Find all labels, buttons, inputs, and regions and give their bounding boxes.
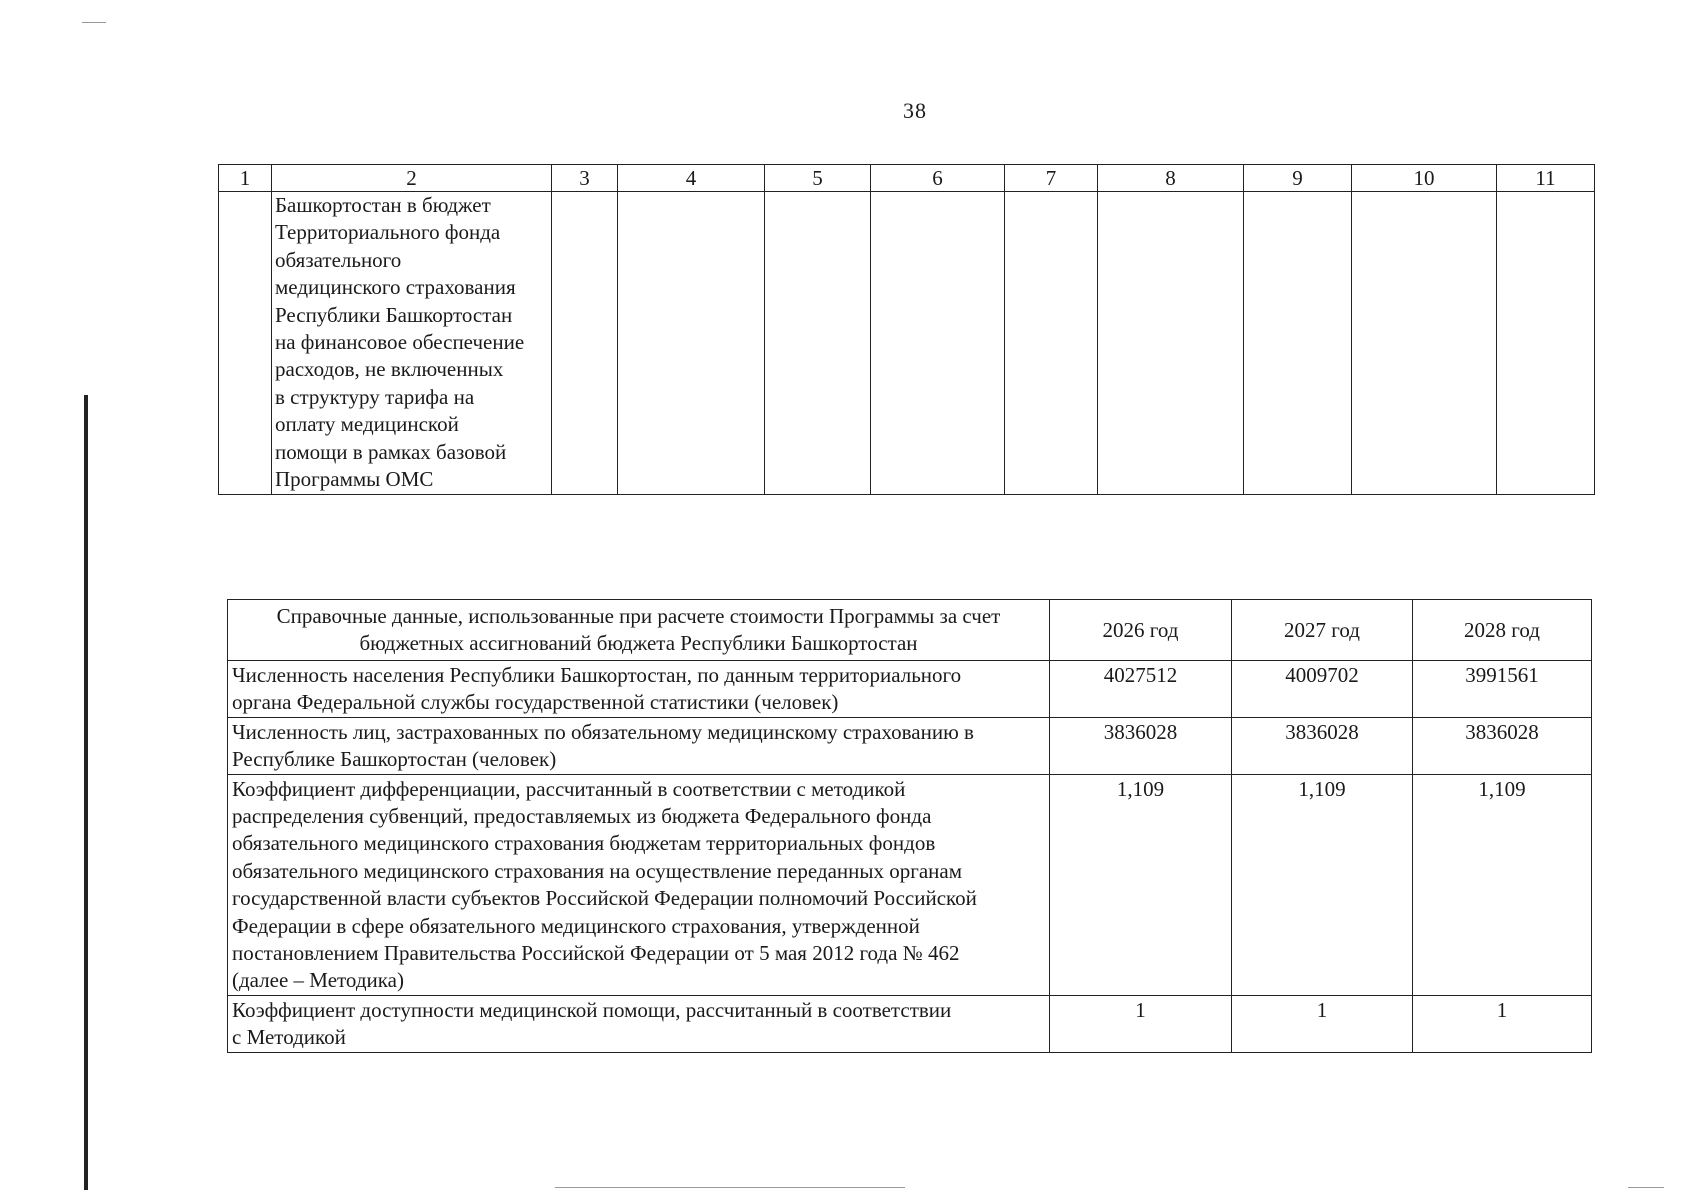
value-cell: 1 <box>1413 995 1592 1052</box>
table-row <box>228 661 1592 718</box>
value-cell: 1 <box>1050 995 1232 1052</box>
column-number: 4 <box>618 165 765 192</box>
table-row <box>228 774 1592 995</box>
column-number: 8 <box>1098 165 1244 192</box>
text-line: в структуру тарифа на <box>275 384 475 409</box>
header-row <box>228 600 1592 661</box>
column-number: 6 <box>871 165 1005 192</box>
column-number: 1 <box>219 165 272 192</box>
row-label <box>228 995 1050 1052</box>
text-line: помощи в рамках базовой <box>275 439 507 464</box>
table-cell <box>871 192 1005 495</box>
reference-data-table <box>227 599 1592 1053</box>
value-cell: 4009702 <box>1232 661 1413 718</box>
continuation-table <box>218 164 1595 495</box>
row-label <box>228 717 1050 774</box>
text-line: бюджетных ассигнований бюджета Республики Башкортостан <box>359 631 918 655</box>
text-line: оплату медицинской <box>275 412 459 437</box>
value-cell: 1,109 <box>1232 774 1413 995</box>
text-line: Республики Башкортостан <box>275 302 513 327</box>
text-line: с Методикой <box>232 1025 346 1050</box>
text-line: Численность населения Республики Башкортостан, по данным территориального <box>232 663 962 687</box>
text-line: обязательного медицинского страхования на осуществление переданных органам <box>232 858 963 883</box>
text-line: расходов, не включенных <box>275 357 504 382</box>
table-cell <box>765 192 871 495</box>
text-line: Справочные данные, использованные при расчете стоимости Программы за счет <box>276 604 1001 628</box>
table-cell <box>219 192 272 495</box>
row-label <box>228 661 1050 718</box>
text-line: Программы ОМС <box>275 467 434 492</box>
text-line: государственной власти субъектов Российской Федерации полномочий Российской <box>232 886 977 911</box>
column-number: 11 <box>1497 165 1595 192</box>
value-cell: 3836028 <box>1232 717 1413 774</box>
row-label <box>228 774 1050 995</box>
column-number: 9 <box>1244 165 1352 192</box>
text-line: распределения субвенций, предоставляемых из бюджета Федерального фонда <box>232 804 932 829</box>
text-line: Республике Башкортостан (человек) <box>232 747 557 772</box>
value-cell: 3836028 <box>1413 717 1592 774</box>
table-row <box>219 192 1595 495</box>
table-cell <box>1352 192 1497 495</box>
value-cell: 1 <box>1232 995 1413 1052</box>
table-cell <box>1098 192 1244 495</box>
text-line: органа Федеральной службы государственной статистики (человек) <box>232 690 839 715</box>
table-row <box>228 717 1592 774</box>
column-number: 10 <box>1352 165 1497 192</box>
text-line: (далее – Методика) <box>232 968 404 993</box>
scan-artifact <box>1628 1187 1664 1188</box>
text-line: Башкортостан в бюджет <box>275 193 491 217</box>
value-cell: 1,109 <box>1050 774 1232 995</box>
text-line: Численность лиц, застрахованных по обязательному медицинскому страхованию в <box>232 719 974 744</box>
year-header: 2026 год <box>1050 600 1232 661</box>
scan-artifact <box>82 22 106 23</box>
value-cell: 3991561 <box>1413 661 1592 718</box>
year-header: 2027 год <box>1232 600 1413 661</box>
value-cell: 3836028 <box>1050 717 1232 774</box>
column-number: 5 <box>765 165 871 192</box>
column-number-row <box>219 165 1595 192</box>
value-cell: 4027512 <box>1050 661 1232 718</box>
text-line: обязательного медицинского страхования бюджетам территориальных фондов <box>232 831 936 856</box>
table-cell <box>1244 192 1352 495</box>
column-number: 2 <box>272 165 552 192</box>
header-label <box>228 600 1050 661</box>
text-line: обязательного <box>275 247 402 272</box>
text-line: Коэффициент дифференциации, рассчитанный в соответствии с методикой <box>232 776 906 801</box>
text-line: на финансовое обеспечение <box>275 330 525 355</box>
column-number: 7 <box>1005 165 1098 192</box>
table-cell <box>1005 192 1098 495</box>
text-line: Федерации в сфере обязательного медицинского страхования, утвержденной <box>232 913 920 938</box>
text-line: медицинского страхования <box>275 275 516 300</box>
value-cell: 1,109 <box>1413 774 1592 995</box>
table-cell <box>552 192 618 495</box>
row-description <box>272 192 552 495</box>
table-cell <box>618 192 765 495</box>
text-line: Коэффициент доступности медицинской помощи, рассчитанный в соответствии <box>232 997 952 1022</box>
scan-artifact <box>555 1187 905 1188</box>
binding-margin-line <box>84 395 88 1190</box>
text-line: Территориального фонда <box>275 220 501 245</box>
column-number: 3 <box>552 165 618 192</box>
page-number: 38 <box>903 98 927 123</box>
table-cell <box>1497 192 1595 495</box>
table-row <box>228 995 1592 1052</box>
year-header: 2028 год <box>1413 600 1592 661</box>
text-line: постановлением Правительства Российской Федерации от 5 мая 2012 года № 462 <box>232 941 960 966</box>
